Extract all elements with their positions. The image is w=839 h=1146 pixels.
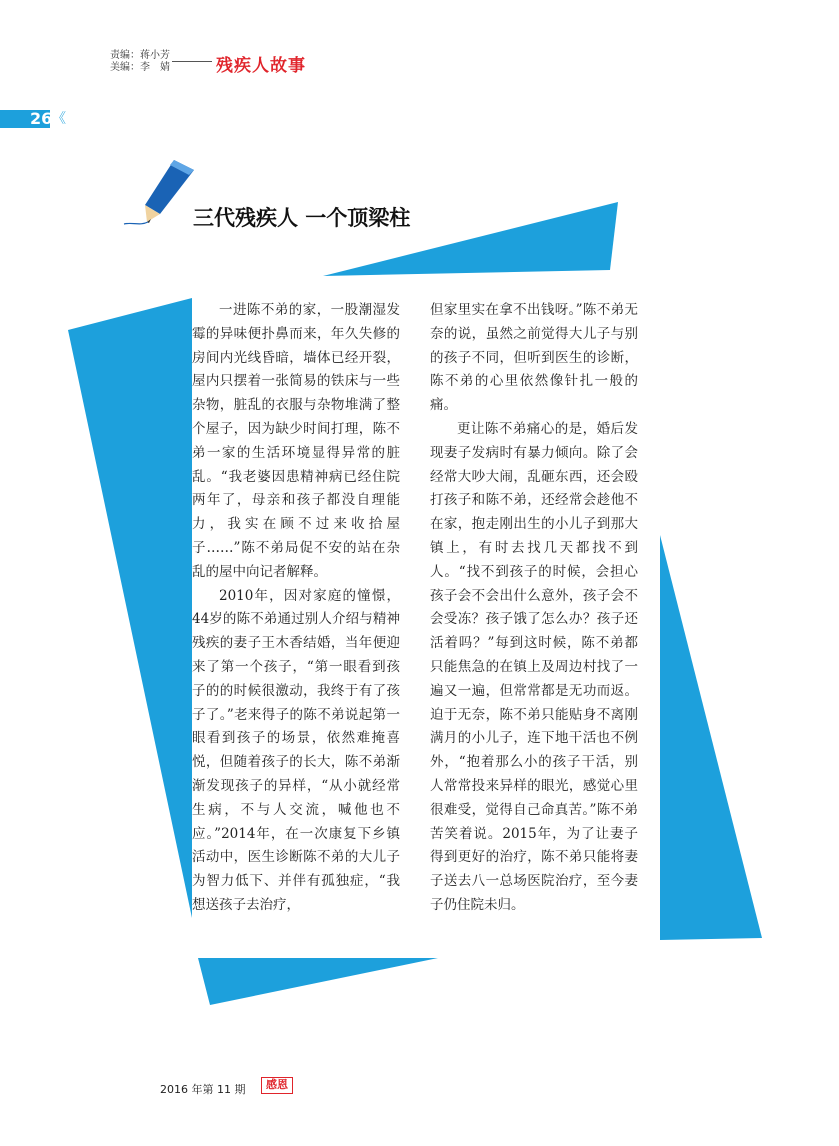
credits: [110, 50, 170, 74]
blue-stripe-bottom: [198, 958, 438, 1005]
paragraph: 更让陈不弟痛心的是，婚后发现妻子发病时有暴力倾向。除了会经常大吵大闹，乱砸东西，还会殴打孩子和陈不弟，还经常会趁他不在家，抱走刚出生的小儿子到那大镇上，有时去找几天都找不到人。“找不到孩子的时候，会担心孩子会不会出什么意外，孩子会不会受冻？孩子饿了怎么办？孩子还活着吗？”每到这时候，陈不弟都只能焦急的在镇上及周边村找了一遍又一遍，但常常都是无功而返。迫于无奈，陈不弟只能贴身不离刚满月的小儿子，连下地干活也不例外，“抱着那么小的孩子干活，别人常常投来异样的眼光，感觉心里很难受，觉得自己命真苦。”陈不弟苦笑着说。2015年，为了让妻子得到更好的治疗，陈不弟只能将妻子送去八一总场医院治疗，至今妻子仍住院未归。: [430, 420, 638, 913]
article-column-1: [192, 299, 400, 918]
page-number: 26: [30, 109, 53, 128]
magazine-logo: 感恩: [261, 1077, 293, 1094]
paragraph: 2010年，因对家庭的憧憬，44岁的陈不弟通过别人介绍与精神残疾的妻子王木香结婚，当年便迎来了第一个孩子，“第一眼看到孩子的的时候很激动，我终于有了孩子了。”老来得子的陈不弟说起第一眼看到孩子的场景，依然难掩喜悦，但随着孩子的长大，陈不弟渐渐发现孩子的异样，“从小就经常生病，不与人交流，喊他也不应。”2014年，在一次康复下乡镇活动中，医生诊断陈不弟的大儿子为智力低下、并伴有孤独症，“我想送孩子去治疗，: [192, 587, 400, 913]
paragraph: 但家里实在拿不出钱呀。”陈不弟无奈的说，虽然之前觉得大儿子与别的孩子不同，但听到医生的诊断，陈不弟的心里依然像针扎一般的痛。: [430, 302, 638, 414]
pencil-icon: [124, 160, 194, 224]
credit-divider: [172, 61, 212, 62]
blue-band-left: [68, 298, 192, 918]
issue-label: 2016 年第 11 期: [160, 1083, 246, 1096]
paragraph: 一进陈不弟的家，一股潮湿发霉的异味便扑鼻而来，年久失修的房间内光线昏暗，墙体已经开裂，屋内只摆着一张简易的铁床与一些杂物，脏乱的衣服与杂物堆满了整个屋子，因为缺少时间打理，陈不弟一家的生活环境显得异常的脏乱。“我老婆因患精神病已经住院两年了，母亲和孩子都没自理能力，我实在顾不过来收拾屋子……”陈不弟局促不安的站在杂乱的屋中向记者解释。: [192, 302, 400, 580]
article-title: 三代残疾人 一个顶梁柱: [193, 206, 411, 230]
blue-band-right: [660, 535, 762, 940]
article-column-2: [430, 299, 638, 918]
page-arrow: 《: [52, 111, 66, 127]
credit-editor: 责编：蒋小芳: [110, 50, 170, 61]
credit-designer: 美编：李 婧: [110, 62, 170, 73]
section-title: 残疾人故事: [216, 56, 306, 76]
